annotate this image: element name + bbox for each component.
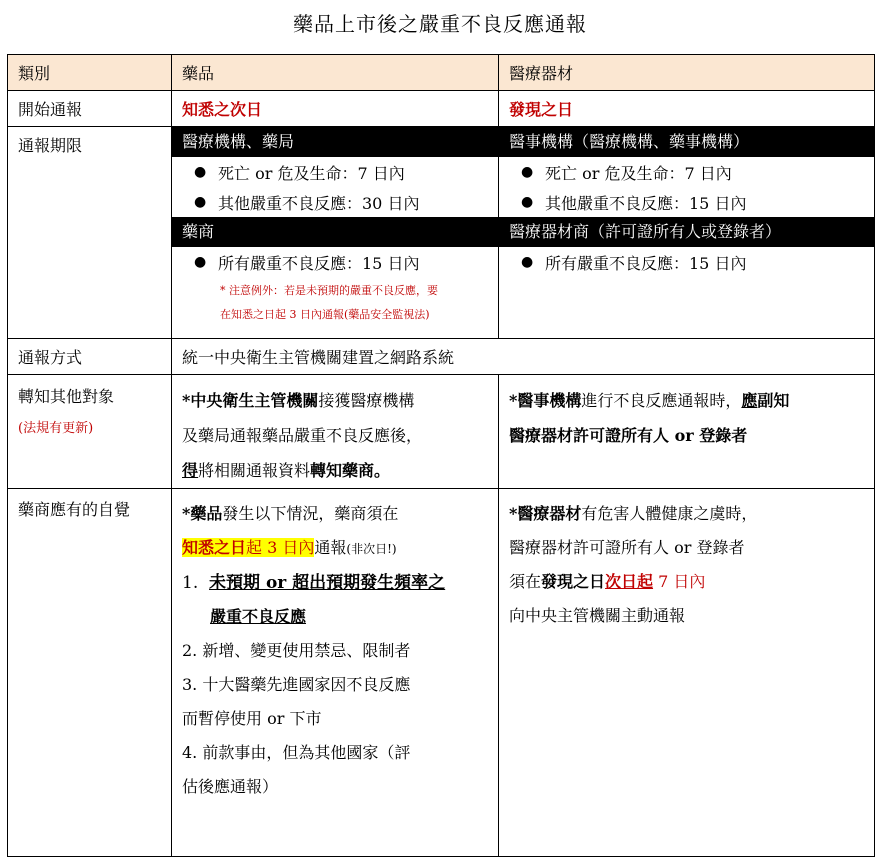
awareness-row	[8, 489, 875, 857]
deadline-row	[8, 127, 875, 339]
device-bar-vendor: 醫療器材商（許可證所有人或登錄者）	[499, 217, 874, 247]
list-item: ● 死亡 or 危及生命：7 日內	[194, 163, 405, 183]
start-device: 發現之日	[509, 100, 574, 119]
forward-label: 轉知其他對象	[18, 387, 115, 406]
forward-device-text: *醫事機構進行不良反應通報時，應副知 醫療器材許可證所有人 or 登錄者	[509, 391, 790, 445]
method-label: 通報方式	[8, 339, 172, 375]
header-category: 類別	[8, 55, 172, 91]
header-row	[8, 55, 875, 91]
list-item: ● 其他嚴重不良反應：15 日內	[521, 193, 747, 213]
list-item: ● 其他嚴重不良反應：30 日內	[194, 193, 420, 213]
method-value: 統一中央衛生主管機關建置之網路系統	[172, 339, 875, 375]
list-item: ● 死亡 or 危及生命：7 日內	[521, 163, 732, 183]
awareness-drug-text: *藥品發生以下情況，藥商須在 知悉之日起 3 日內通報(非次日!) 1. 未預期 or 超出預期發生頻率之 嚴重不良反應 2. 新增、變更使用禁忌、限制者 3. 十大醫藥先進國家因不良反應 而暫停使用 or 下市 4. 前款事由，但為其他國家（評 估後應通報）	[182, 504, 446, 796]
deadline-label: 通報期限	[8, 127, 172, 339]
report-table	[7, 54, 875, 857]
exception-note-1: * 注意例外：若是未預期的嚴重不良反應，要	[220, 284, 438, 297]
exception-note-2: 在知悉之日起 3 日內通報(藥品安全監視法)	[220, 308, 430, 321]
bullet-icon: ●	[521, 164, 534, 180]
list-item: ● 所有嚴重不良反應：15 日內	[194, 253, 420, 273]
bullet-icon: ●	[194, 164, 207, 180]
bullet-icon: ●	[521, 194, 534, 210]
forward-row	[8, 375, 875, 489]
start-drug: 知悉之次日	[182, 100, 263, 119]
awareness-device-text: *醫療器材有危害人體健康之虞時， 醫療器材許可證所有人 or 登錄者 須在發現之日次日起 7 日內 向中央主管機關主動通報	[509, 504, 758, 625]
start-label: 開始通報	[8, 91, 172, 127]
device-bar-institutions: 醫事機構（醫療機構、藥事機構）	[499, 127, 874, 157]
start-row	[8, 91, 875, 127]
method-row	[8, 339, 875, 375]
header-drug: 藥品	[172, 55, 499, 91]
drug-bar-vendor: 藥商	[172, 217, 498, 247]
forward-label-note: (法規有更新)	[18, 421, 94, 436]
header-device: 醫療器材	[499, 55, 875, 91]
bullet-icon: ●	[521, 254, 534, 270]
page-title: 藥品上市後之嚴重不良反應通報	[293, 12, 587, 36]
bullet-icon: ●	[194, 194, 207, 210]
forward-drug-text: *中央衛生主管機關接獲醫療機構 及藥局通報藥品嚴重不良反應後， 得將相關通報資料轉知藥商。	[182, 391, 423, 480]
drug-bar-institutions: 醫療機構、藥局	[172, 127, 498, 157]
awareness-label: 藥商應有的自覺	[8, 489, 172, 857]
bullet-icon: ●	[194, 254, 207, 270]
list-item: ● 所有嚴重不良反應：15 日內	[521, 253, 747, 273]
